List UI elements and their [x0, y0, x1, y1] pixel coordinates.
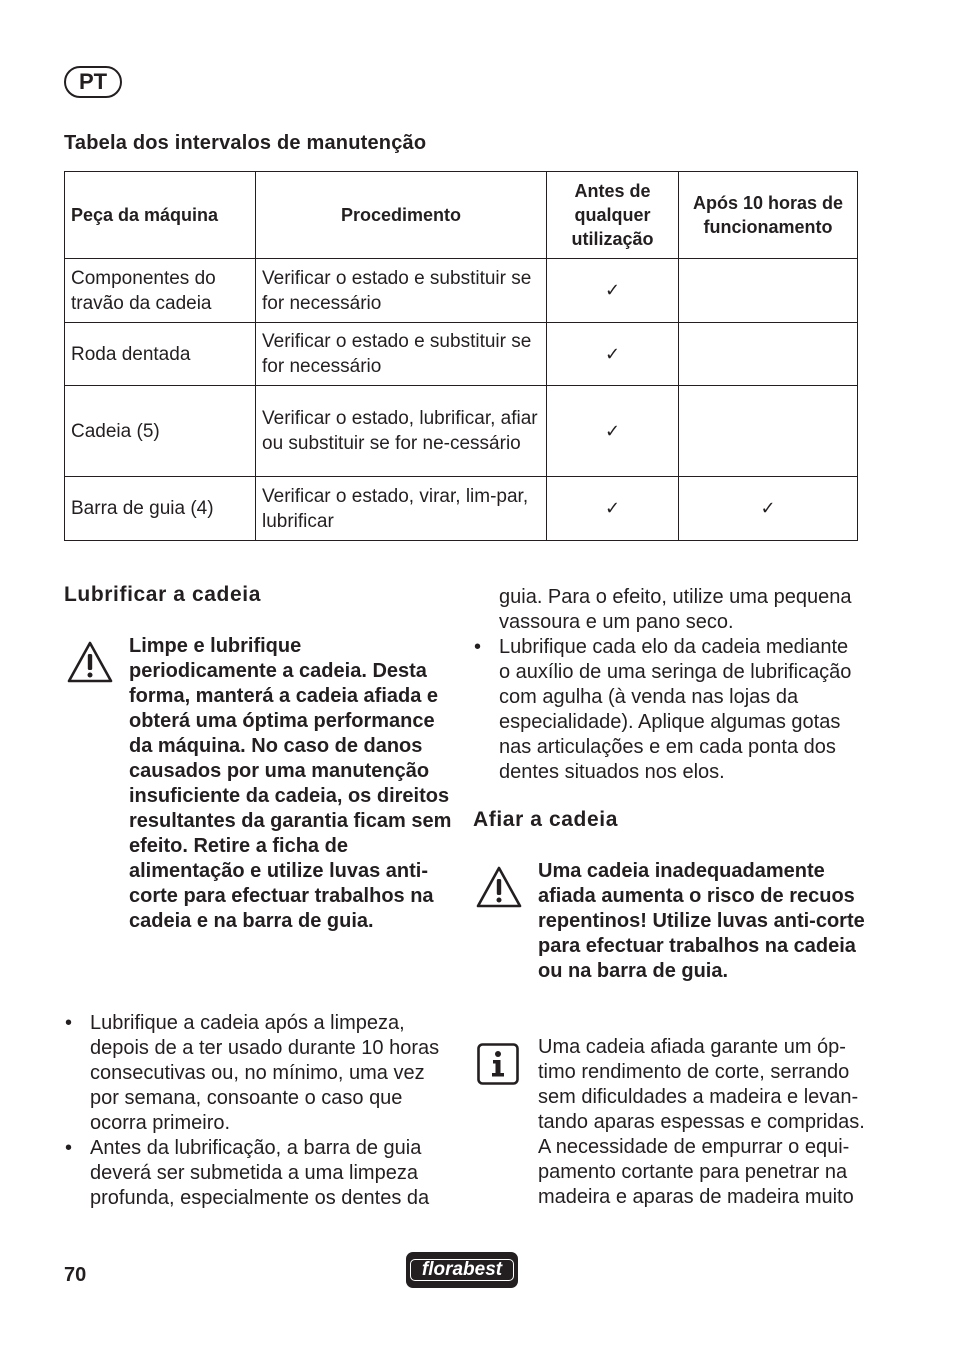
maintenance-table	[64, 171, 858, 541]
table-header-row	[65, 172, 858, 259]
warning-triangle-icon	[66, 640, 114, 684]
header-before-use: Antes de qualquer utilização	[547, 172, 679, 259]
cell-part: Barra de guia (4)	[65, 477, 256, 541]
table-row	[65, 386, 858, 477]
check-icon: ✓	[547, 386, 679, 477]
section-title-sharpen: Afiar a cadeia	[473, 808, 618, 831]
cell-procedure: Verificar o estado, lubrificar, afiar ou substituir se for ne-cessário	[256, 386, 547, 477]
list-item: • Antes da lubrificação, a barra de guia deverá ser submetida a uma limpeza profunda, especialmente os dentes da	[64, 1136, 459, 1211]
sharpen-info-text: Uma cadeia afiada garante um óp-timo rendimento de corte, serrando sem dificuldades a madeira e levan-tando aparas espessas e compridas. A necessidade de empurrar o equi-pamento cortante para penetrar na madeira e aparas de madeira muito	[538, 1036, 865, 1208]
table-row	[65, 323, 858, 386]
sharpen-warning-text: Uma cadeia inadequadamente afiada aumenta o risco de recuos repentinos! Utilize luvas anti-corte para efectuar trabalhos na cadeia ou na barra de guia.	[538, 860, 865, 982]
check-icon: ✓	[679, 477, 858, 541]
list-item: • Lubrifique cada elo da cadeia mediante o auxílio de uma seringa de lubrificação com agulha (à venda nas lojas da especialidade). Aplique algumas gotas nas articulações e em cada ponta dos dentes situados nos elos.	[473, 635, 863, 785]
logo-text: florabest	[410, 1259, 514, 1281]
cell-part: Cadeia (5)	[65, 386, 256, 477]
page-number: 70	[64, 1264, 87, 1286]
cell-after-10h	[679, 323, 858, 386]
cell-after-10h	[679, 259, 858, 323]
lubricate-bullets-continued	[473, 635, 863, 785]
cell-procedure: Verificar o estado e substituir se for necessário	[256, 259, 547, 323]
info-icon	[477, 1043, 519, 1085]
table-row	[65, 259, 858, 323]
lubricate-bullets	[64, 1011, 459, 1211]
header-part: Peça da máquina	[65, 172, 256, 259]
language-badge: PT	[64, 66, 122, 98]
florabest-logo	[406, 1252, 518, 1288]
header-after-10h: Após 10 horas de funcionamento	[679, 172, 858, 259]
check-icon: ✓	[547, 323, 679, 386]
section-title-lubricate: Lubrificar a cadeia	[64, 583, 261, 606]
table-title: Tabela dos intervalos de manutenção	[64, 132, 427, 154]
table-row	[65, 477, 858, 541]
cell-procedure: Verificar o estado e substituir se for necessário	[256, 323, 547, 386]
cell-procedure: Verificar o estado, virar, lim-par, lubrificar	[256, 477, 547, 541]
warning-triangle-icon	[475, 865, 523, 909]
header-procedure: Procedimento	[256, 172, 547, 259]
list-item: • Lubrifique a cadeia após a limpeza, depois de a ter usado durante 10 horas consecutivas ou, no mínimo, uma vez por semana, consoante o caso que ocorra primeiro.	[64, 1011, 459, 1136]
lubricate-warning-text: Limpe e lubrifique periodicamente a cadeia. Desta forma, manterá a cadeia afiada e obterá uma óptima performance da máquina. No caso de danos causados por uma manutenção insuficiente da cadeia, os direitos resultantes da garantia ficam sem efeito. Retire a ficha de alimentação e utilize luvas anti-corte para efectuar trabalhos na cadeia e na barra de guia.	[129, 635, 452, 932]
check-icon: ✓	[547, 259, 679, 323]
cell-part: Componentes do travão da cadeia	[65, 259, 256, 323]
cell-after-10h	[679, 386, 858, 477]
lubricate-continuation: guia. Para o efeito, utilize uma pequena vassoura e um pano seco.	[499, 586, 852, 633]
check-icon: ✓	[547, 477, 679, 541]
cell-part: Roda dentada	[65, 323, 256, 386]
